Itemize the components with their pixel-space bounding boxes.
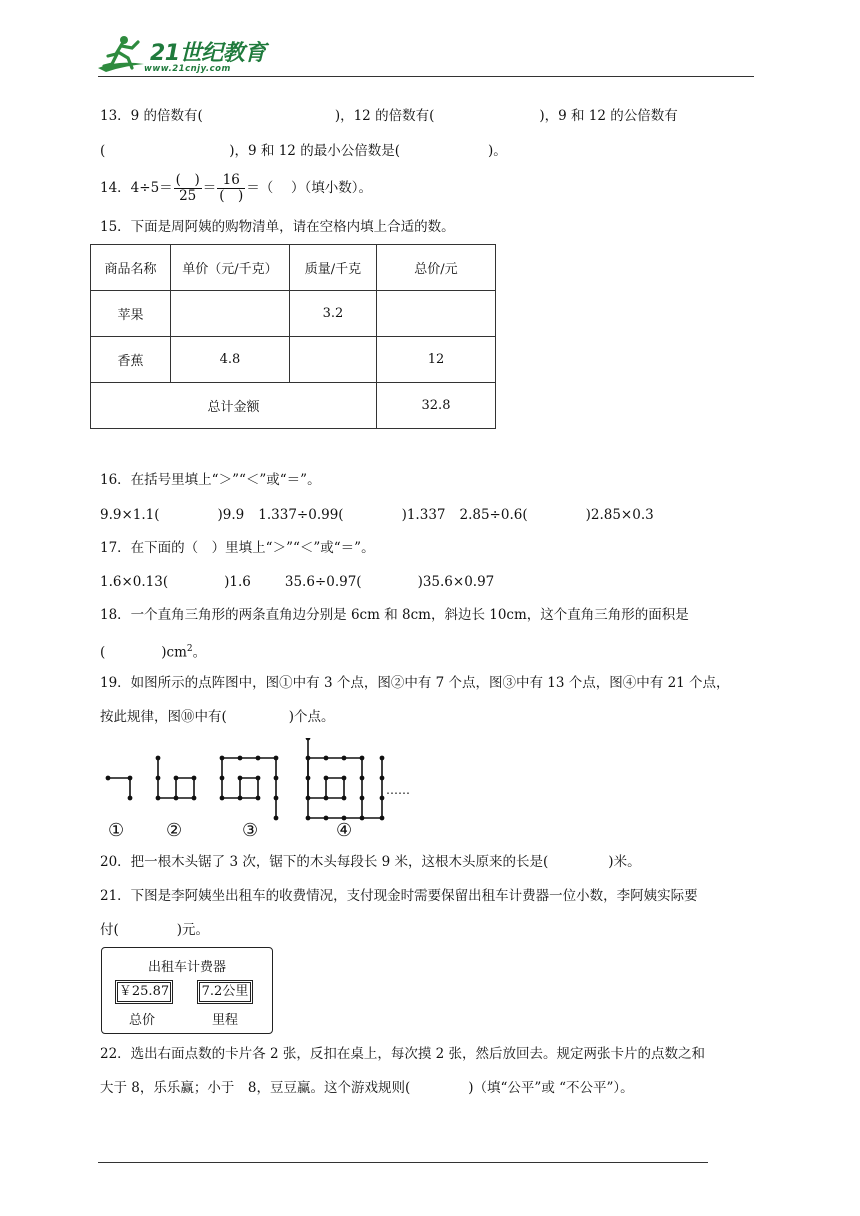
- figure-label-1: ①: [108, 820, 125, 841]
- price-label: 总价: [129, 1013, 156, 1028]
- figure-label-2: ②: [166, 820, 183, 841]
- q18-text: (: [100, 644, 106, 661]
- q19-line2: [100, 708, 335, 726]
- q22-line2: [100, 1079, 634, 1097]
- q15-text: 15．下面是周阿姨的购物清单，请在空格内填上合适的数。: [100, 219, 455, 235]
- table-cell: [377, 291, 496, 337]
- q18-line2: [100, 640, 206, 662]
- q20-line: [100, 853, 641, 871]
- q18-line1: 18．一个直角三角形的两条直角边分别是 6cm 和 8cm，斜边长 10cm，这个直角三角形的面积是: [100, 607, 689, 623]
- q18-text: 。: [192, 644, 207, 661]
- q16-item: )9.9: [217, 507, 245, 523]
- q19-text: 按此规律，图⑩中有(: [100, 709, 227, 725]
- q14-line: [100, 172, 372, 204]
- header-rule: [98, 76, 754, 77]
- table-header-row: [91, 245, 496, 291]
- q20-text: 20．把一根木头锯了 3 次，锯下的木头每段长 9 米，这根木头原来的长是(: [100, 854, 549, 870]
- fraction-num: ( ): [175, 172, 200, 188]
- table-cell: [171, 291, 290, 337]
- table-cell: 3.2: [290, 291, 377, 337]
- figure-label-3: ③: [242, 820, 259, 841]
- table-header: 商品名称: [91, 245, 171, 291]
- fraction-2: [217, 173, 245, 204]
- q14-text: ＝: [202, 180, 217, 196]
- q22-line1: 22．选出右面点数的卡片各 2 张，反扣在桌上，每次摸 2 张，然后放回去。规定两张卡片的点数之和: [100, 1046, 706, 1062]
- table-row: [91, 337, 496, 383]
- q17-item: )35.6×0.97: [417, 574, 495, 590]
- table-cell: 苹果: [91, 291, 171, 337]
- table-row: [91, 291, 496, 337]
- q16-item: 1.337÷0.99(: [258, 507, 344, 523]
- q14-text: ＝（ ）（填小数）。: [246, 180, 373, 196]
- total-value: 32.8: [377, 383, 496, 429]
- q19-text: )个点。: [288, 709, 335, 725]
- q17-text: 17．在下面的（ ）里填上“＞”“＜”或“＝”。: [100, 540, 375, 556]
- total-label: 总计金额: [91, 383, 377, 429]
- table-header: 总价/元: [377, 245, 496, 291]
- table-total-row: [91, 383, 496, 429]
- fraction-1: [174, 173, 202, 204]
- footer-rule: [98, 1162, 708, 1163]
- meter-title: 出租车计费器: [147, 960, 226, 975]
- q17-item: 1.6×0.13(: [100, 574, 169, 590]
- q16-item: 9.9×1.1(: [100, 507, 160, 523]
- q16-item: 2.85÷0.6(: [459, 507, 528, 523]
- q17-item: )1.6: [224, 574, 251, 590]
- q21-text: )元。: [176, 922, 210, 938]
- table-header: 单价（元/千克）: [171, 245, 290, 291]
- table-cell: [290, 337, 377, 383]
- q17-items: [100, 573, 494, 591]
- q16-item: )2.85×0.3: [585, 507, 654, 523]
- q22-text: )（填“公平”或 “不公平”）。: [468, 1080, 634, 1096]
- q17-item: 35.6÷0.97(: [284, 574, 362, 590]
- q13-line2: [100, 142, 507, 160]
- q16-item: )1.337: [401, 507, 446, 523]
- q19-line1: 19．如图所示的点阵图中，图①中有 3 个点，图②中有 7 个点，图③中有 13 个点，图④中有 21 个点，: [100, 675, 730, 691]
- q20-text: )米。: [608, 854, 641, 870]
- fraction-den: 25: [179, 188, 197, 204]
- q14-text: 14．4÷5＝: [100, 180, 173, 196]
- q18-superscript: 2: [186, 644, 193, 654]
- q13-text: (: [100, 143, 106, 159]
- price-display: ￥25.87: [115, 980, 173, 1004]
- logo-text: 21世纪教育: [150, 41, 266, 66]
- fraction-num: 16: [217, 173, 245, 189]
- q22-text: 大于 8，乐乐赢；小于 8，豆豆赢。这个游戏规则(: [100, 1080, 411, 1096]
- q16-text: 16．在括号里填上“＞”“＜”或“＝”。: [100, 472, 321, 488]
- taxi-meter: [101, 947, 273, 1034]
- distance-display: 7.2公里: [197, 980, 253, 1004]
- q13-line1: [100, 107, 678, 125]
- q16-items: [100, 506, 654, 524]
- q13-text: )，12 的倍数有(: [334, 108, 435, 124]
- q21-line1: 21．下图是李阿姨坐出租车的收费情况，支付现金时需要保留出租车计费器一位小数，李阿姨实际要: [100, 888, 698, 904]
- q13-text: )，9 和 12 的最小公倍数是(: [229, 143, 400, 159]
- q21-text: 付(: [100, 922, 119, 938]
- q13-text: )，9 和 12 的公倍数有: [539, 108, 678, 124]
- distance-label: 里程: [212, 1013, 239, 1028]
- table-cell: 12: [377, 337, 496, 383]
- q18-text: )cm: [161, 644, 187, 661]
- q13-text: 13．9 的倍数有(: [100, 108, 203, 124]
- figure-label-4: ④: [336, 820, 353, 841]
- q21-line2: [100, 921, 209, 939]
- table-header: 质量/千克: [290, 245, 377, 291]
- table-cell: 香蕉: [91, 337, 171, 383]
- shopping-table: [90, 244, 496, 429]
- fraction-den: ( ): [219, 188, 244, 204]
- q13-text: )。: [487, 143, 507, 159]
- dot-pattern-figure: [100, 738, 430, 844]
- ellipsis: ……: [386, 783, 410, 797]
- logo-url: www.21cnjy.com: [144, 64, 231, 74]
- table-cell: 4.8: [171, 337, 290, 383]
